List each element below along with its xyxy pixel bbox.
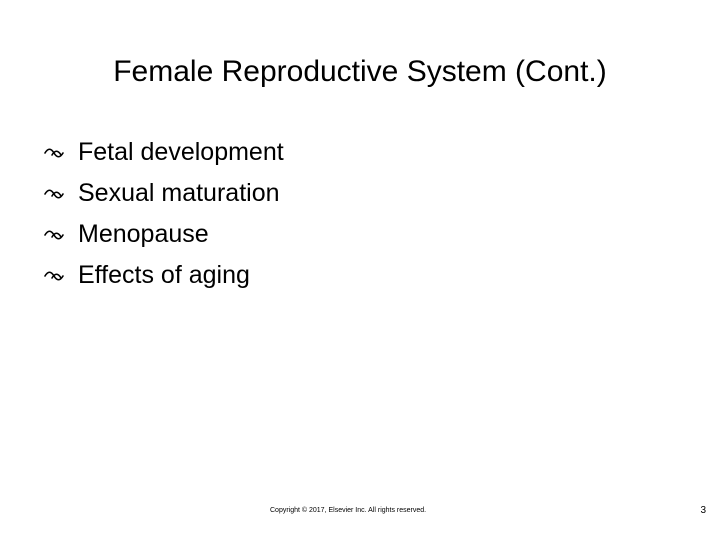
bullet-label: Fetal development [78,138,284,166]
wave-bullet-icon [44,255,78,296]
wave-bullet-icon [44,214,78,255]
list-item [44,214,284,255]
list-item [44,255,284,296]
bullet-label: Effects of aging [78,261,250,289]
page-number: 3 [700,505,706,516]
wave-bullet-icon [44,132,78,173]
list-item [44,173,284,214]
bullet-label: Menopause [78,220,209,248]
wave-bullet-icon [44,173,78,214]
slide-title: Female Reproductive System (Cont.) [113,55,607,88]
bullet-list [44,132,284,296]
bullet-label: Sexual maturation [78,179,280,207]
list-item [44,132,284,173]
copyright-text: Copyright © 2017, Elsevier Inc. All rights reserved. [270,507,427,514]
